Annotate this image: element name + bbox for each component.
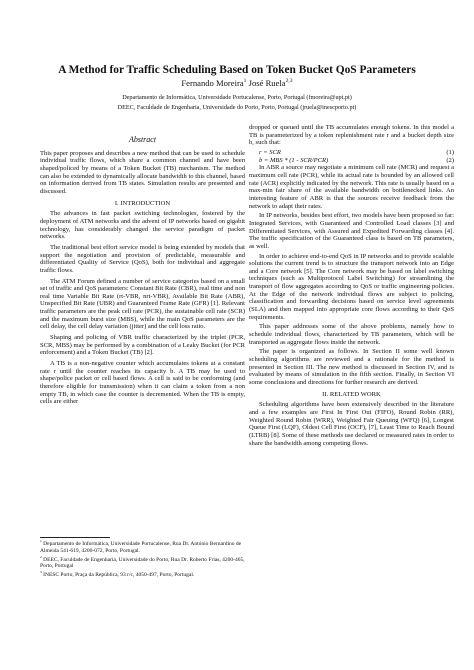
equation-number: (1): [446, 148, 454, 156]
related-work-paragraph: Scheduling algorithms have been extensively described in the literature and a few examples are First In First Out (FIFO), Round Robin (RR), Weighted Round Robin (WRR), Weighted Fair Queuing (WFQ) [6], Longest Queue First (LQF), Oldest Cell First (OCF), [7], Least Time to Reach Bound (LTRB) [8]. Some of these methods use declared or measured rates in order to share the bandwidth among competing flows.: [249, 401, 454, 447]
body-paragraph: dropped or queued until the TB accumulates enough tokens. In this model a TB is parameterized by a token replenishment rate r and a bucket depth size b, such that:: [249, 124, 454, 147]
section-heading-introduction: I. INTRODUCTION: [114, 199, 171, 207]
affiliation-2: DEEC, Faculdade de Engenharia, Universidade do Porto, Porto, Portugal (jruela@inescporto.pt): [117, 104, 357, 111]
footnote-mark: 2: [40, 554, 42, 559]
paper-title: A Method for Traffic Scheduling Based on Token Bucket QoS Parameters: [58, 64, 416, 76]
left-column: [40, 124, 245, 409]
footnote-text: DEEC, Faculdade de Engenharia, Universidade do Porto, Rua Dr. Roberto Frias, 4200-465, Porto, Portugal: [40, 556, 245, 570]
body-paragraph: In order to achieve end-to-end QoS in IP networks and to provide scalable solutions the current trend is to structure the transport network into an Edge and a Core network [5]. The Core network may be based on label switching techniques (such as Multiprotocol Label Switching) for streamlining the transport of flow aggregates according to QoS or traffic engineering policies. At the Edge of the network individual flows are subject to policing, classification and forwarding decisions based on service level agreements (SLA) and then mapped into appropriate core flows according to their QoS requirements.: [249, 252, 454, 321]
footnote: [40, 554, 245, 571]
author-name-2: José Ruela: [246, 78, 286, 88]
footnote: [40, 572, 245, 579]
footnote-text: Departamento de Informática, Universidade Portucalense, Rua Dr. António Bernardino de Almeida 541-619, 4200-072, Porto, Portugal.: [40, 541, 242, 554]
author-name-1: Fernando Moreira: [181, 78, 244, 88]
footnote-mark: 3: [40, 570, 42, 575]
intro-paragraph: A TB is a non-negative counter which accumulates tokens at a constant rate r until the counter reaches its capacity b. A TB may be used to shape/police packet or cell based flows. A cell is said to be conforming (and therefore eligible for transmission) when it can claim a token from a non empty TB, in which case the counter is decremented. When the TB is empty, cells are either: [40, 360, 245, 406]
author-1-affiliation-mark: 1: [243, 78, 247, 85]
section-heading-related-work: II. RELATED WORK: [322, 390, 381, 398]
footnote: [40, 541, 245, 555]
author-line: [20, 78, 454, 88]
equation-2: [259, 157, 454, 165]
abstract-text: This paper proposes and describes a new method that can be used to schedule individual traffic flows, which share a common channel and have been shaped/policed by means of a Token Bucket (TB) mechanism. The method can also be extended to dynamically allocate bandwidth to this channel, based on information derived from TB states. Simulation results are presented and discussed.: [40, 149, 245, 195]
footnote-mark: 1: [40, 539, 42, 544]
equation-1: [259, 149, 454, 157]
body-paragraph: The paper is organized as follows. In Section II some well known scheduling algorithms are reviewed and a rationale for the method is presented in Section III. The new method is discussed in Section IV, and is evaluated by means of simulation in the fifth section. Finally, in Section VI some conclusions and directions for further research are derived.: [249, 348, 454, 386]
affiliation-1: Departamento de Informática, Universidade Portucalense, Porto, Portugal (fmoreira@upt.pt): [122, 94, 352, 101]
author-2-affiliation-mark: 2,3: [285, 78, 293, 85]
footnote-text: INESC Porto, Praça da República, 93 r/c, 4050-497, Porto, Portugal.: [41, 572, 195, 579]
footnote-divider: [40, 537, 110, 538]
equation-expression: r = SCR: [259, 148, 281, 156]
intro-paragraph: Shaping and policing of VBR traffic characterized by the triplet (PCR, SCR, MBS) may be performed by a combination of a Leaky Bucket (for PCR enforcement) and a Token Bucket (TB) [2].: [40, 334, 245, 357]
footnotes: [40, 537, 245, 581]
intro-paragraph: The traditional best effort service model is being extended by models that support the negotiation and provision of predictable, measurable and differentiated Quality of Service (QoS), both for individual and aggregate traffic flows.: [40, 243, 245, 274]
right-column: [249, 124, 454, 449]
equation-number: (2): [446, 156, 454, 164]
body-paragraph: In IP networks, besides best effort, two models have been proposed so far: Integrated Services, with Guaranteed and Controlled Load classes [3] and Differentiated Services, with Assured and Expedited Forwarding classes [4]. The traffic specification of the Guaranteed class is based on TB parameters, as well.: [249, 212, 454, 250]
abstract-heading: Abstract: [128, 135, 157, 144]
body-paragraph: In ABR a source may negotiate a minimum cell rate (MCR) and request a maximum cell rate (PCR), while its actual rate is bounded by an allowed cell rate (ACR) explicitly indicated by the network. This rate is usually based on a max-min fair share of the available bandwidth on bottlenecked links. An interesting feature of ABR is that the sources receive feedback from the network to adapt their rates.: [249, 164, 454, 210]
body-paragraph: This paper addresses some of the above problems, namely how to schedule individual flows, characterized by TB parameters, which will be transported as aggregate flows inside the network.: [249, 323, 454, 346]
intro-paragraph: The ATM Forum defined a number of service categories based on a small set of traffic and QoS parameters: Constant Bit Rate (CBR), real time and non real time Variable Bit Rate (rt-VBR, nrt-VBR), Available Bit Rate (ABR), Unspecified Bit Rate (UBR) and Guaranteed Frame Rate (GFR) [1]. Relevant traffic parameters are the peak cell rate (PCR), the sustainable cell rate (SCR) and the maximum burst size (MBS), while the main QoS parameters are the cell delay, the cell delay variation (jitter) and the cell loss ratio.: [40, 277, 245, 331]
intro-paragraph: The advances in fast packet switching technologies, fostered by the deployment of ATM networks and the advent of IP networks based on gigabit technology, has considerably changed the service paradigm of packet networks.: [40, 210, 245, 241]
equation-expression: b = MBS * (1 - SCR/PCR): [259, 156, 329, 164]
